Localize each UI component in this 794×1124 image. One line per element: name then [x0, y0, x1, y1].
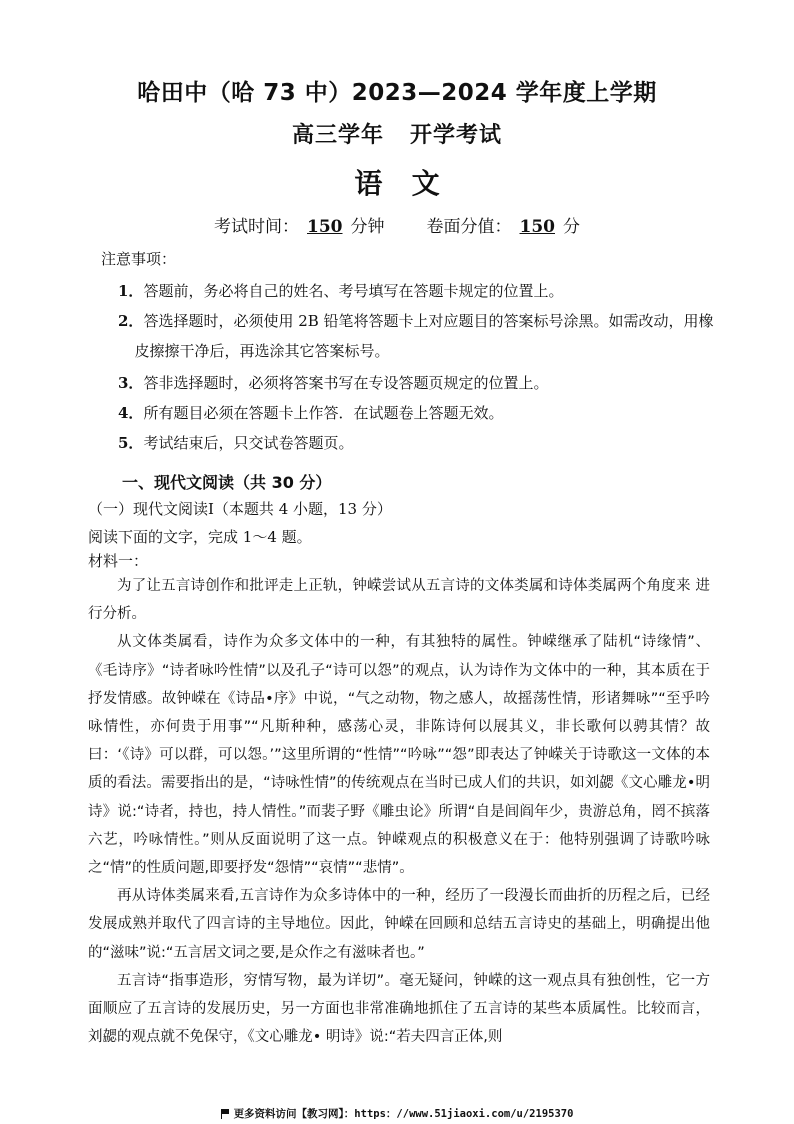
exam-info [0, 212, 794, 237]
reading-passage [88, 572, 710, 1051]
section-heading: 一、现代文阅读（共 30 分） [122, 473, 332, 492]
notice-item: 3．答非选择题时，必须将答案书写在专设答题页规定的位置上。 [118, 374, 549, 392]
passage-paragraph: 再从诗体类属来看,五言诗作为众多诗体中的一种，经历了一段漫长而曲折的历程之后，已经发展成熟并取代了四言诗的主导地位。因此，钟嵘在回顾和总结五言诗史的基础上，明确提出他的“滋味”说:“五言居文词之要,是众作之有滋味者也。” [88, 888, 710, 961]
passage-paragraph: 为了让五言诗创作和批评走上正轨，钟嵘尝试从五言诗的文体类属和诗体类属两个角度来 进行分析。 [88, 578, 710, 623]
notice-item: 1．答题前，务必将自己的姓名、考号填写在答题卡规定的位置上。 [118, 282, 564, 300]
footer-text: 更多资料访问【教习网】：https：//www.51jiaoxi.com/u/2195370 [233, 1108, 574, 1120]
notice-item: 4．所有题目必须在答题卡上作答．在试题卷上答题无效。 [118, 404, 504, 422]
subject-title: 语 文 [354, 167, 440, 200]
footer-link[interactable] [0, 1106, 794, 1121]
section-instruction: 阅读下面的文字，完成 1～4 题。 [88, 528, 312, 546]
notice-item: 5．考试结束后，只交试卷答题页。 [118, 434, 354, 452]
score-value: 150 [519, 217, 555, 237]
passage-paragraph: 五言诗“指事造形，穷情写物，最为详切”。毫无疑问，钟嵘的这一观点具有独创性，它一方面顺应了五言诗的发展历史，另一方面也非常准确地抓住了五言诗的某些本质属性。比较而言，刘勰的观点就不免保守，《文心雕龙• 明诗》说:“若夫四言正体,则 [88, 972, 710, 1046]
score-unit: 分 [563, 217, 580, 237]
exam-title: 哈田中（哈 73 中）2023—2024 学年度上学期 [137, 80, 657, 106]
time-label: 考试时间： [214, 217, 299, 237]
notice-item: 2．答选择题时，必须使用 2B 铅笔将答题卡上对应题目的答案标号涂黑。如需改动，用橡皮擦擦干净后，再选涂其它答案标号。 [118, 312, 714, 360]
score-label: 卷面分值： [426, 217, 512, 237]
material-label: 材料一： [88, 552, 149, 570]
passage-paragraph: 从文体类属看，诗作为众多文体中的一种，有其独特的属性。钟嵘继承了陆机“诗缘情”、 《毛诗序》“诗者咏吟性情”以及孔子“诗可以怨”的观点，认为诗作为文体中的一种，其本质在于抒发情感。故钟嵘在《诗品•序》中说，“气之动物，物之感人，故摇荡性情，形诸舞咏”“至乎吟咏情性，亦何贵于用事”“凡斯种种，感荡心灵，非陈诗何以展其义，非长歌何以骋其情？故曰：‘《诗》可以群，可以怨。’”这里所谓的“性情”“吟咏”“怨”即表达了钟嵘关于诗歌这一文体的本质的看法。需要指出的是，“诗咏性情”的传统观点在当时已成人们的共识，如刘勰《文心雕龙•明诗》说:“诗者，持也，持人情性。”而裴子野《雕虫论》所谓“自是闾阎年少，贵游总角，罔不摈落六艺，吟咏情性。”则从反面说明了这一点。钟嵘观点的积极意义在于：他特别强调了诗歌吟咏之“情”的性质问题,即要抒发“怨情”“哀情”“悲情”。 [88, 634, 710, 877]
flag-icon [221, 1109, 230, 1118]
time-value: 150 [307, 217, 343, 237]
time-unit: 分钟 [350, 217, 385, 237]
notice-heading: 注意事项： [101, 250, 177, 268]
section-subheading: （一）现代文阅读Ⅰ（本题共 4 小题，13 分） [88, 500, 392, 518]
exam-subtitle: 高三学年 开学考试 [292, 123, 502, 148]
